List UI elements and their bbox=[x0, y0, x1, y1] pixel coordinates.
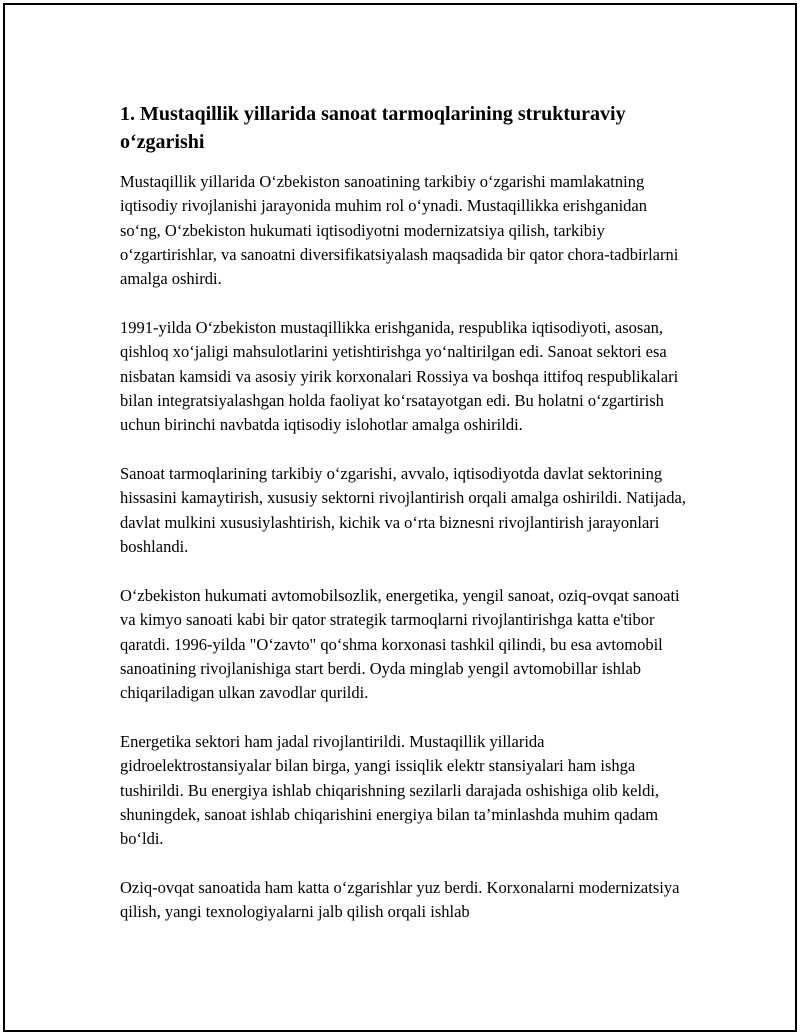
paragraph: Sanoat tarmoqlarining tarkibiy o‘zgarishi, avvalo, iqtisodiyotda davlat sektorining hissasini kamaytirish, xususiy sektorni rivojlantirish orqali amalga oshirildi. Natijada, davlat mulkini xususiylashtirish, kichik va o‘rta biznesni rivojlantirish jarayonlari boshlandi. bbox=[120, 464, 686, 557]
document-content bbox=[120, 100, 690, 949]
paragraph: O‘zbekiston hukumati avtomobilsozlik, energetika, yengil sanoat, oziq-ovqat sanoati va kimyo sanoati kabi bir qator strategik tarmoqlarni rivojlantirishga katta e'tibor qaratdi. 1996-yilda "O‘zavto" qo‘shma korxonasi tashkil qilindi, bu esa avtomobil sanoatining rivojlanishiga start berdi. Oyda minglab yengil avtomobillar ishlab chiqariladigan ulkan zavodlar qurildi. bbox=[120, 585, 680, 703]
paragraph: Oziq-ovqat sanoatida ham katta o‘zgarishlar yuz berdi. Korxonalarni modernizatsiya qilish, yangi texnologiyalarni jalb qilish orqali ishlab bbox=[120, 878, 680, 922]
paragraph: Energetika sektori ham jadal rivojlantirildi. Mustaqillik yillarida gidroelektrostansiyalar bilan birga, yangi issiqlik elektr stansiyalari ham ishga tushirildi. Bu energiya ishlab chiqarishning sezilarli darajada oshishiga olib keldi, shuningdek, sanoat ishlab chiqarishini energiya bilan ta’minlashda muhim qadam bo‘ldi. bbox=[120, 732, 660, 849]
paragraph: 1991-yilda O‘zbekiston mustaqillikka erishganida, respublika iqtisodiyoti, asosan, qishloq xo‘jaligi mahsulotlarini yetishtirishga yo‘naltirilgan edi. Sanoat sektori esa nisbatan kamsidi va asosiy yirik korxonalari Rossiya va boshqa ittifoq respublikalari bilan integratsiyalashgan holda faoliyat ko‘rsatayotgan edi. Bu holatni o‘zgartirish uchun birinchi navbatda iqtisodiy islohotlar amalga oshirildi. bbox=[120, 318, 679, 435]
section-heading: 1. Mustaqillik yillarida sanoat tarmoqlarining strukturaviy o‘zgarishi bbox=[120, 103, 626, 153]
document-page bbox=[3, 3, 797, 1032]
paragraph: Mustaqillik yillarida O‘zbekiston sanoatining tarkibiy o‘zgarishi mamlakatning iqtisodiy rivojlanishi jarayonida muhim rol o‘ynadi. Mustaqillikka erishganidan so‘ng, O‘zbekiston hukumati iqtisodiyotni modernizatsiya qilish, tarkibiy o‘zgartirishlar, va sanoatni diversifikatsiyalash maqsadida bir qator chora-tadbirlarni amalga oshirdi. bbox=[120, 172, 679, 289]
